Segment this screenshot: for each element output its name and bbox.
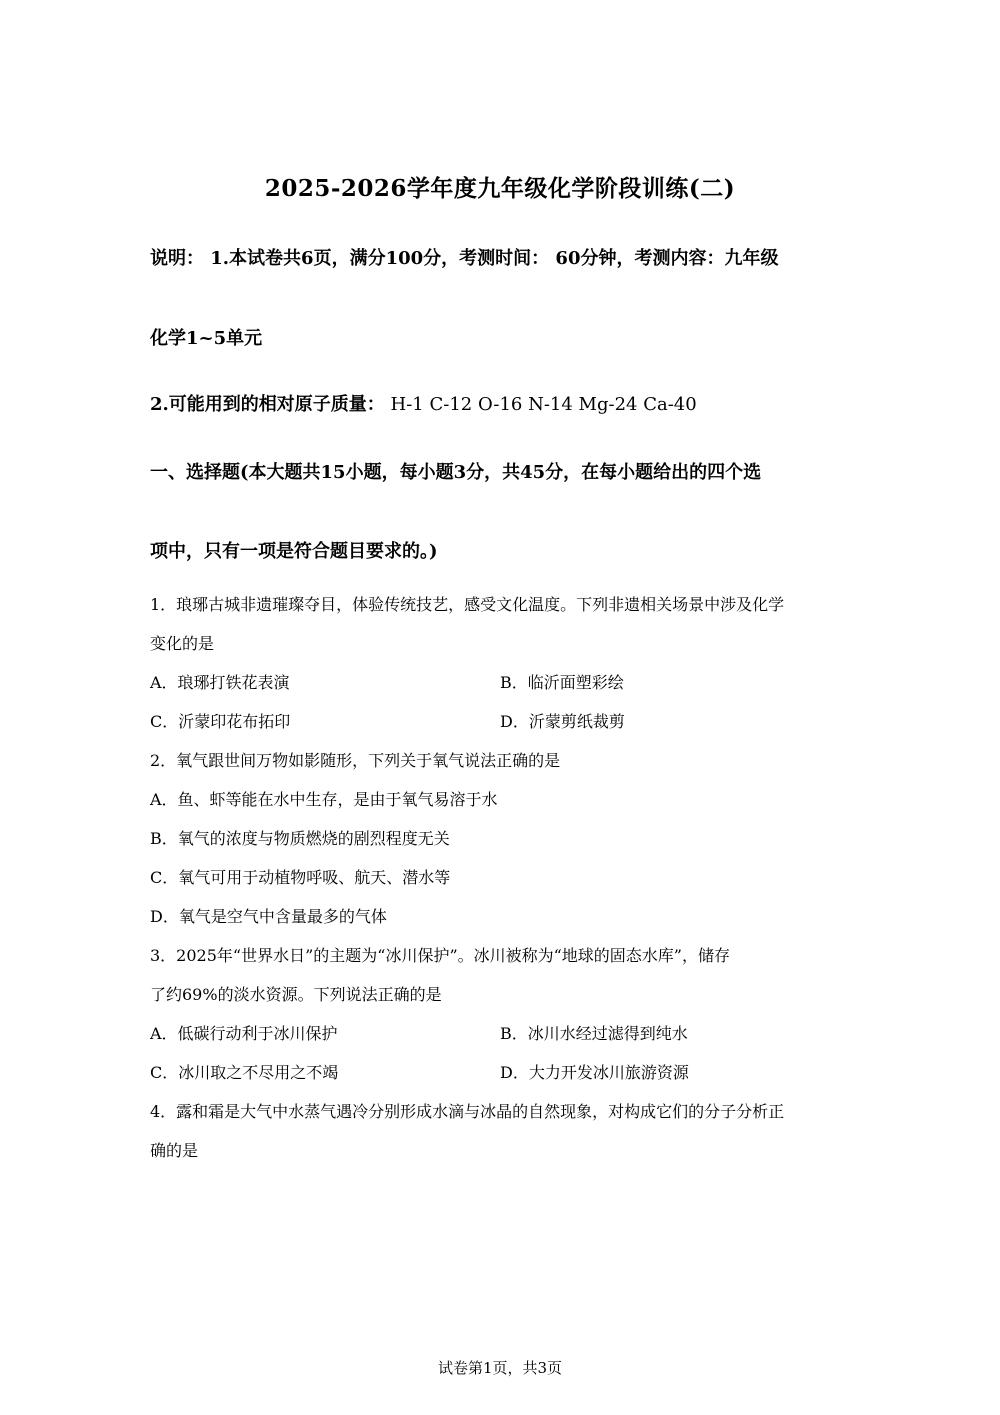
question-2-option-c: C．氧气可用于动植物呼吸、航天、潜水等 (150, 868, 451, 887)
question-3-option-b: B．冰川水经过滤得到纯水 (500, 1024, 688, 1043)
question-2-option-b: B．氧气的浓度与物质燃烧的剧烈程度无关 (150, 829, 450, 848)
question-4-stem-line-2: 确的是 (150, 1141, 199, 1160)
question-3-option-d: D．大力开发冰川旅游资源 (500, 1063, 689, 1082)
question-3-option-c: C．冰川取之不尽用之不竭 (150, 1063, 339, 1082)
page-title: 2025-2026学年度九年级化学阶段训练(二) (264, 175, 736, 202)
atomic-mass-values: H-1 C-12 O-16 N-14 Mg-24 Ca-40 (384, 394, 697, 415)
question-1-stem-line-2: 变化的是 (150, 634, 215, 653)
question-3-stem-line-1: 3．2025年“世界水日”的主题为“冰川保护”。冰川被称为“地球的固态水库”，储存 (150, 946, 730, 965)
instructions-line-2: 化学1~5单元 (150, 328, 263, 349)
instructions-line-3 (150, 390, 697, 416)
question-1-option-c: C．沂蒙印花布拓印 (150, 712, 291, 731)
section-heading-line-1: 一、选择题(本大题共15小题，每小题3分，共45分，在每小题给出的四个选 (150, 462, 762, 483)
section-heading-line-2: 项中，只有一项是符合题目要求的。) (150, 541, 438, 562)
question-2-stem: 2．氧气跟世间万物如影随形，下列关于氧气说法正确的是 (150, 751, 561, 770)
atomic-mass-label: 2.可能用到的相对原子质量： (150, 394, 385, 415)
question-3-stem-line-2: 了约69%的淡水资源。下列说法正确的是 (150, 985, 442, 1004)
question-4-stem-line-1: 4．露和霜是大气中水蒸气遇冷分别形成水滴与冰晶的自然现象，对构成它们的分子分析正 (150, 1102, 785, 1121)
question-2-option-d: D．氧气是空气中含量最多的气体 (150, 907, 387, 926)
question-2-option-a: A．鱼、虾等能在水中生存，是由于氧气易溶于水 (150, 790, 498, 809)
question-1-option-d: D．沂蒙剪纸裁剪 (500, 712, 625, 731)
question-3-option-a: A．低碳行动利于冰川保护 (150, 1024, 338, 1043)
question-1-option-a: A．琅琊打铁花表演 (150, 673, 290, 692)
instructions-line-1: 说明： 1.本试卷共6页，满分100分，考测时间： 60分钟，考测内容：九年级 (150, 248, 779, 269)
question-1-option-b: B．临沂面塑彩绘 (500, 673, 624, 692)
page-footer: 试卷第1页，共3页 (437, 1359, 563, 1377)
question-1-stem-line-1: 1．琅琊古城非遗璀璨夺目，体验传统技艺，感受文化温度。下列非遗相关场景中涉及化学 (150, 595, 785, 614)
